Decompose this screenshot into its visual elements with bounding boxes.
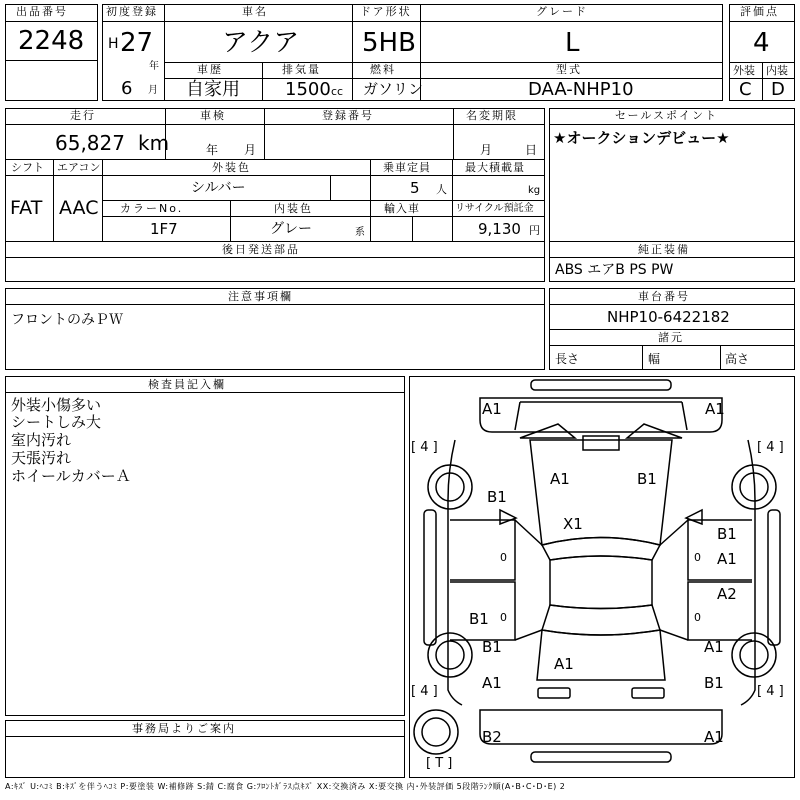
equipment-label: 純正装備: [638, 243, 690, 256]
exterior-grade: C: [739, 79, 752, 100]
plate-label: 登録番号: [322, 109, 374, 122]
damage-diagram: [409, 376, 795, 778]
deadline-month-unit: 月: [480, 143, 493, 157]
inspector-line: 天張汚れ: [11, 449, 72, 467]
load-unit: kg: [528, 185, 541, 196]
interior-color-unit: 系: [355, 227, 365, 238]
mark-front-left: A1: [482, 400, 502, 418]
mark-front-right: A1: [705, 400, 725, 418]
tire-tread-rl: [ 4 ]: [411, 684, 438, 699]
mark-door-fr: B1: [717, 525, 737, 543]
inspector-line: シートしみ大: [11, 413, 102, 431]
shift-label: シフト: [11, 161, 44, 174]
lot-label: 出品番号: [16, 5, 68, 18]
inspector-line: ホイールカバーＡ: [11, 467, 131, 485]
color-no: 1F7: [150, 220, 178, 238]
recycle-unit: 円: [529, 224, 540, 237]
later-parts-label: 後日発送部品: [222, 243, 300, 256]
mark-bumper-rl: B2: [482, 728, 502, 746]
ac-label: エアコン: [57, 161, 101, 174]
grade: L: [565, 28, 580, 58]
history: 自家用: [186, 79, 240, 100]
inspection-year-unit: 年: [206, 143, 219, 157]
zero-mark: 0: [500, 611, 507, 624]
car-name-label: 車名: [242, 5, 268, 18]
capacity-label: 乗車定員: [383, 161, 431, 174]
score-label: 評価点: [740, 5, 779, 18]
mark-fender-fl: B1: [487, 488, 507, 506]
mileage-label: 走行: [70, 109, 96, 122]
capacity: 5: [410, 179, 420, 197]
reg-year: 27: [120, 28, 154, 58]
tire-tread-fl: [ 4 ]: [411, 440, 438, 455]
zero-mark: 0: [500, 551, 507, 564]
color-no-label: カラーNo.: [120, 202, 184, 215]
recycle-fee: 9,130: [478, 220, 521, 238]
dims-label: 諸元: [658, 331, 684, 344]
exterior-label: 外装: [733, 64, 755, 77]
door-type: 5HB: [362, 28, 416, 58]
mark-quarter-rl: B1: [482, 638, 502, 656]
office-label: 事務局よりご案内: [132, 722, 236, 735]
deadline-day-unit: 日: [525, 143, 538, 157]
color: シルバー: [191, 180, 246, 196]
interior-grade: D: [771, 79, 785, 100]
mark-rear-left: A1: [482, 674, 502, 692]
chassis-number: NHP10-6422182: [607, 308, 730, 326]
inspector-label: 検査員記入欄: [148, 378, 226, 391]
notes-text: フロントのみＰＷ: [11, 312, 123, 328]
reg-year-unit: 年: [149, 61, 159, 72]
spare-tire: [ T ]: [426, 756, 453, 771]
height-label: 高さ: [725, 352, 750, 366]
mark-door-fr2: A1: [717, 550, 737, 568]
grade-label: グレード: [536, 5, 588, 18]
lot-number: 2248: [18, 26, 85, 56]
mark-trunk: A1: [554, 655, 574, 673]
chassis-label: 車台番号: [638, 290, 690, 303]
legend: A:ｷｽﾞ U:ﾍｺﾐ B:ｷｽﾞを伴うﾍｺﾐ P:要塗装 W:補修跡 S:錆 C:腐食 G:ﾌﾛﾝﾄｶﾞﾗｽ点ｷｽﾞ XX:交換済み X:要交換 内･外装評価 5段階ﾗﾝｸ順(A･B･C･D･E) 2: [5, 782, 566, 791]
inspection-label: 車検: [200, 109, 226, 122]
score: 4: [753, 28, 770, 58]
model: DAA-NHP10: [528, 79, 634, 100]
mileage-unit: km: [138, 131, 170, 155]
reg-month-unit: 月: [148, 85, 158, 96]
model-label: 型式: [556, 63, 582, 76]
car-name: アクア: [222, 28, 300, 58]
mark-hood-left: A1: [550, 470, 570, 488]
reg-month: 6: [121, 78, 133, 99]
equipment-text: ABS エアB PS PW: [555, 262, 674, 278]
sales-point-label: セールスポイント: [615, 109, 719, 122]
ac: AAC: [59, 197, 99, 219]
deadline-label: 名変期限: [466, 109, 518, 122]
displacement: 1500: [285, 79, 331, 100]
interior-color-label: 内装色: [274, 202, 313, 215]
mark-quarter-rr: A1: [704, 638, 724, 656]
mark-door-rr: A2: [717, 585, 737, 603]
zero-mark: 0: [694, 611, 701, 624]
interior-color: グレー: [270, 221, 312, 237]
inspection-month-unit: 月: [244, 143, 257, 157]
mileage: 65,827: [55, 131, 125, 155]
notes-label: 注意事項欄: [228, 290, 293, 303]
mark-bumper-rr: A1: [704, 728, 724, 746]
mark-roof: X1: [563, 515, 583, 533]
mark-rear-right: B1: [704, 674, 724, 692]
fuel-label: 燃料: [370, 63, 396, 76]
inspector-line: 室内汚れ: [11, 431, 72, 449]
displacement-unit: cc: [331, 85, 344, 98]
first-reg-label: 初度登録: [106, 5, 158, 18]
era: H: [108, 36, 119, 52]
history-label: 車歴: [197, 63, 223, 76]
displacement-label: 排気量: [282, 63, 321, 76]
tire-tread-rr: [ 4 ]: [757, 684, 784, 699]
sales-point-text: ★オークションデビュー★: [553, 129, 730, 147]
zero-mark: 0: [694, 551, 701, 564]
shift: FAT: [10, 197, 43, 219]
door-label: ドア形状: [360, 5, 412, 18]
color-label: 外装色: [212, 161, 251, 174]
interior-label: 内装: [766, 64, 788, 77]
recycle-label: リサイクル預託金: [455, 203, 534, 214]
mark-hood-right: B1: [637, 470, 657, 488]
width-label: 幅: [648, 352, 661, 366]
inspector-line: 外装小傷多い: [11, 396, 102, 414]
car-outline: [409, 376, 795, 778]
fuel: ガソリン: [363, 80, 424, 98]
capacity-unit: 人: [436, 183, 447, 196]
mark-door-rl: B1: [469, 610, 489, 628]
import-label: 輸入車: [384, 202, 420, 215]
load-label: 最大積載量: [465, 161, 525, 174]
tire-tread-fr: [ 4 ]: [757, 440, 784, 455]
length-label: 長さ: [555, 352, 580, 366]
